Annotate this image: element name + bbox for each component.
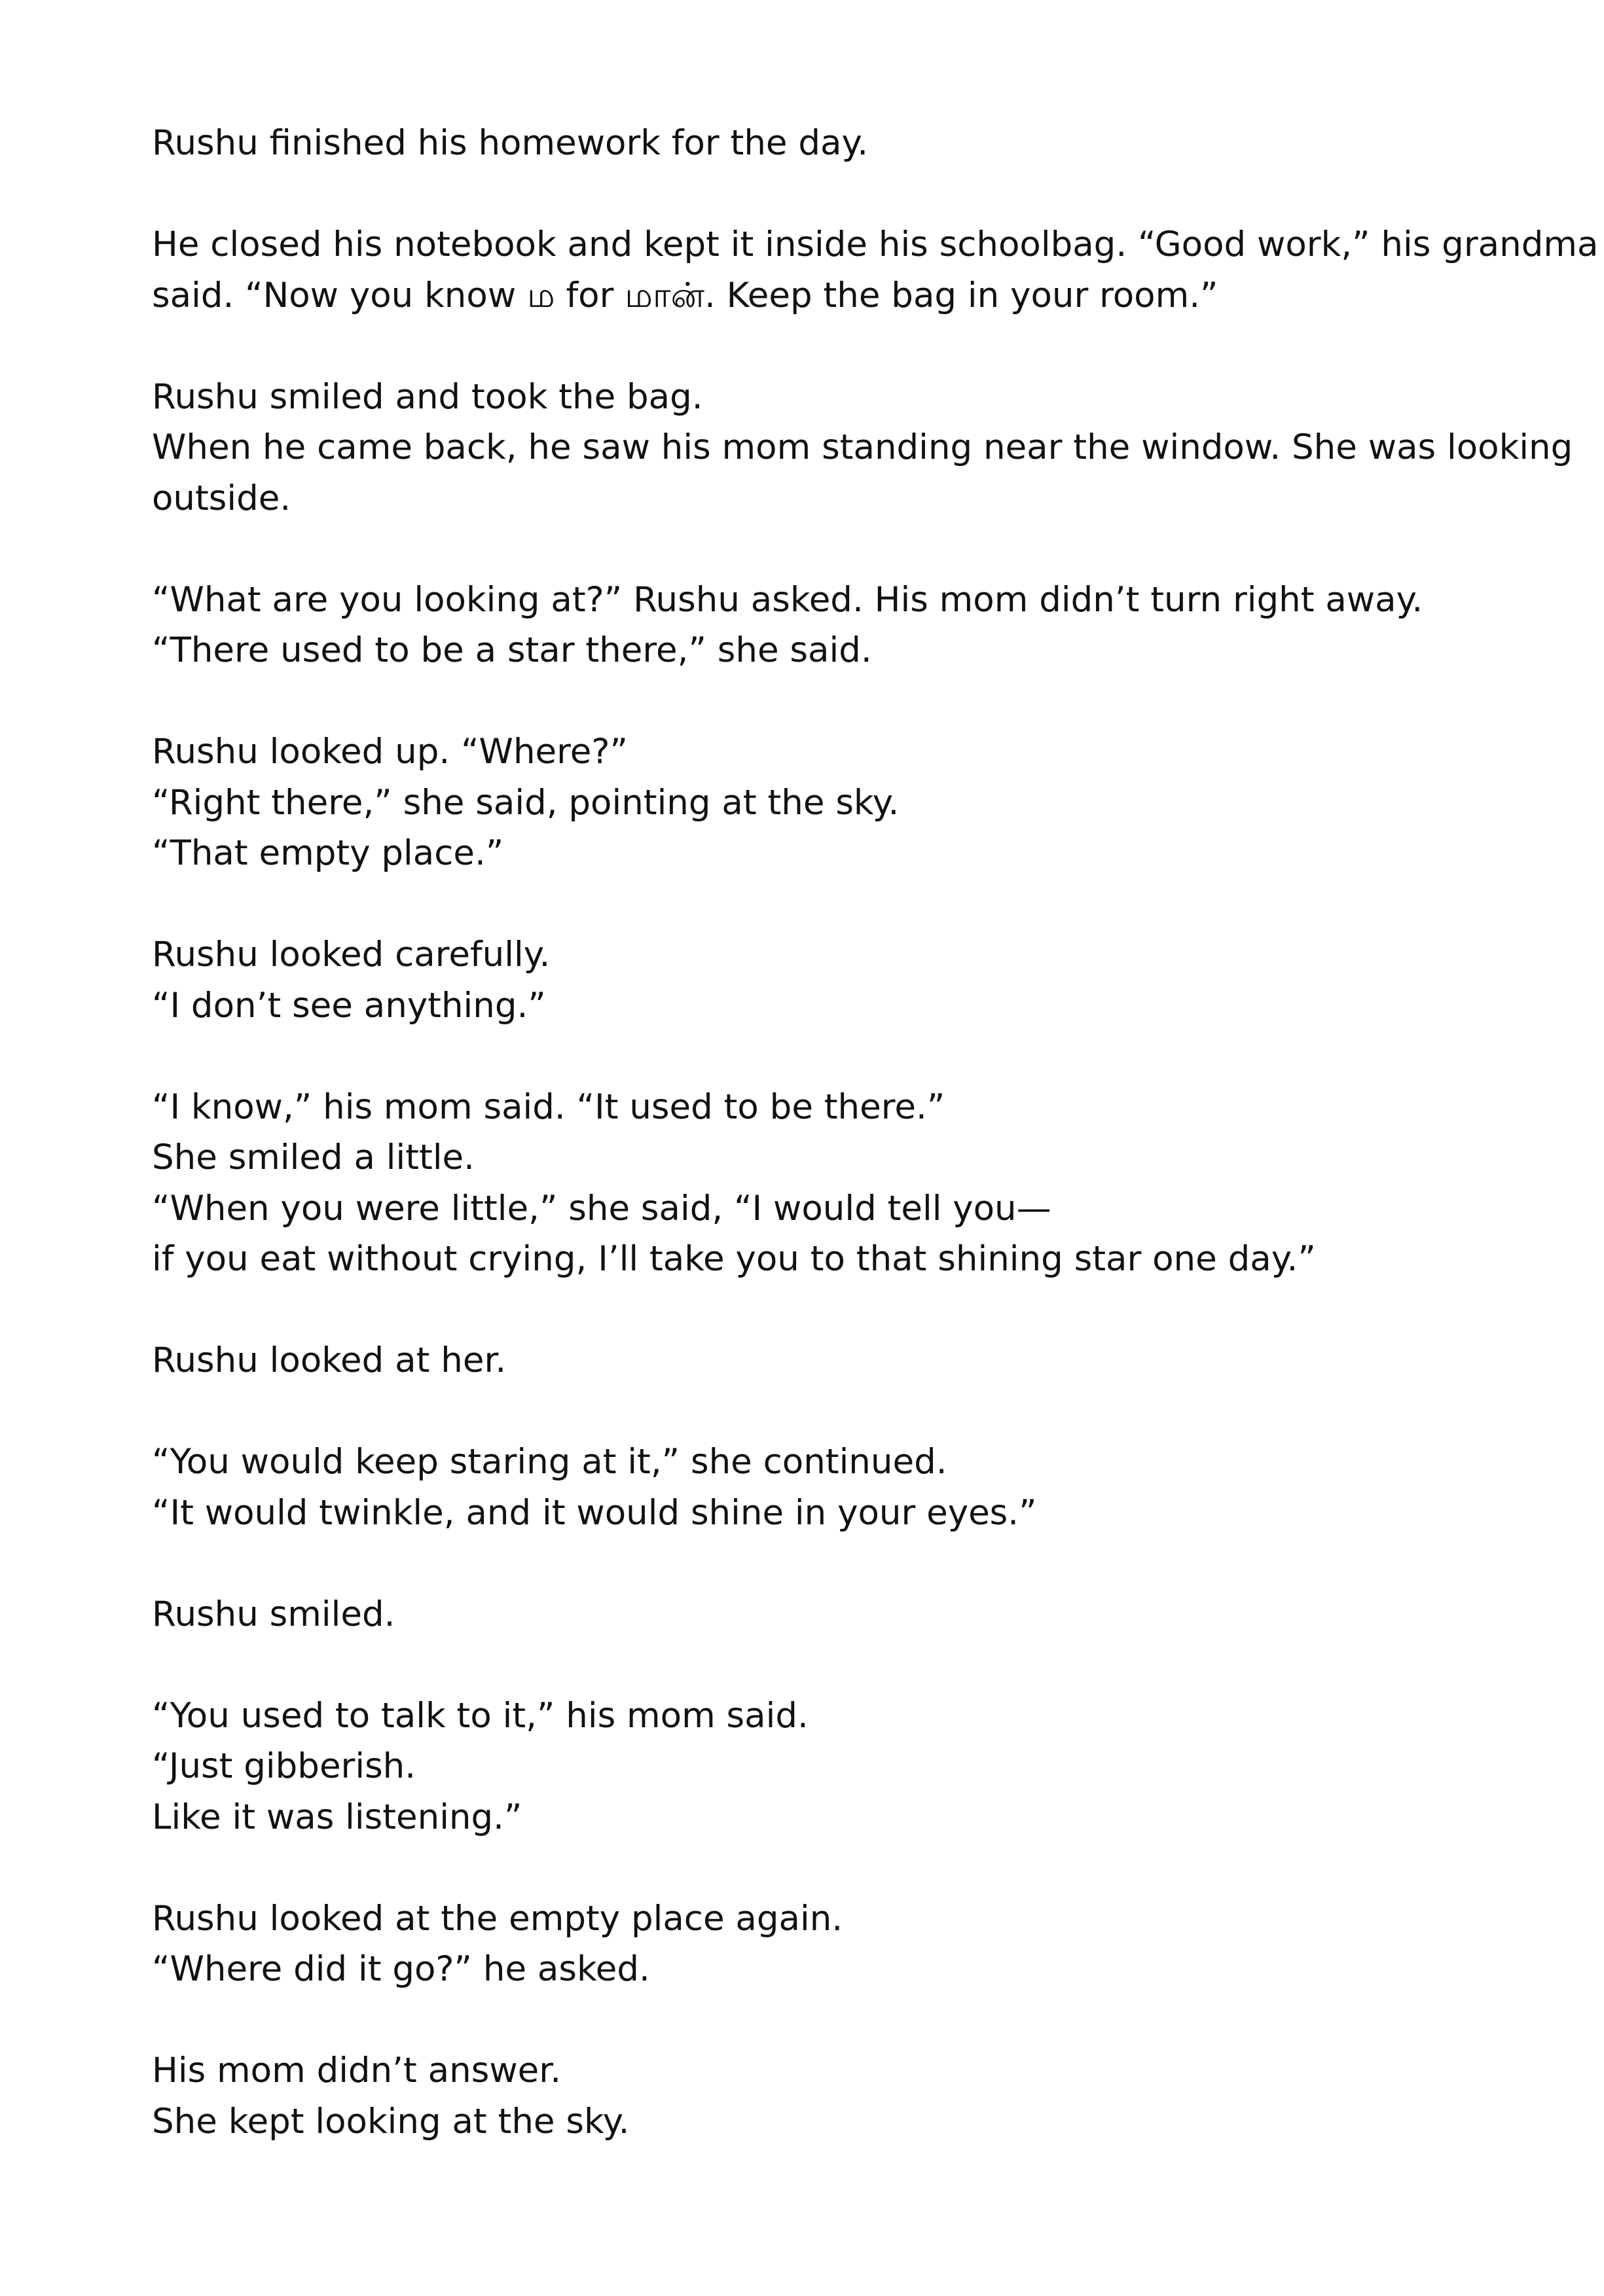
text-line: Rushu finished his homework for the day. [152,123,869,163]
text-line: Rushu looked up. “Where?” [152,732,628,772]
text-line: Rushu smiled and took the bag. [152,376,703,417]
text-line: “Right there,” she said, pointing at the sky. [152,782,900,823]
text-line: When he came back, he saw his mom standing near the window. She was looking [152,427,1573,467]
text-line: “When you were little,” she said, “I would tell you— [152,1188,1051,1229]
text-line: Rushu looked at the empty place again. [152,1898,843,1939]
paragraph-8 [152,1335,1520,1386]
paragraph-4 [152,575,1520,676]
text-line: outside. [152,478,291,518]
text-line: “Just gibberish. [152,1746,416,1786]
text-line: “That empty place.” [152,833,504,873]
text-line: “I know,” his mom said. “It used to be there.” [152,1086,945,1127]
text-line: Rushu smiled. [152,1594,395,1634]
text-line: “You used to talk to it,” his mom said. [152,1695,809,1736]
paragraph-6 [152,929,1520,1031]
text-line: “There used to be a star there,” she said. [152,630,872,670]
text-line: “What are you looking at?” Rushu asked. His mom didn’t turn right away. [152,579,1423,620]
text-line: Rushu looked at her. [152,1340,507,1380]
text-line: Like it was listening.” [152,1797,522,1837]
paragraph-9 [152,1437,1520,1538]
text-line: “It would twinkle, and it would shine in your eyes.” [152,1492,1037,1533]
paragraph-1 [152,118,1520,169]
text-line: He closed his notebook and kept it inside his schoolbag. “Good work,” his grandma [152,224,1599,264]
text-line: said. “Now you know ம for மான். Keep the bag in your room.” [152,275,1218,315]
paragraph-2 [152,219,1599,321]
text-line: His mom didn’t answer. [152,2051,562,2090]
text-line: “I don’t see anything.” [152,985,546,1026]
document-page [152,118,1599,2198]
paragraph-13 [152,2045,1520,2147]
text-line: Rushu looked carefully. [152,935,551,975]
text-line: “You would keep staring at it,” she continued. [152,1442,947,1482]
paragraph-10 [152,1589,1520,1640]
paragraph-7 [152,1082,1520,1285]
paragraph-12 [152,1893,1520,1995]
text-line: if you eat without crying, I’ll take you to that shining star one day.” [152,1239,1316,1279]
paragraph-5 [152,726,1520,879]
paragraph-3 [152,372,1573,524]
text-line: “Where did it go?” he asked. [152,1949,650,1989]
text-line: She kept looking at the sky. [152,2101,630,2142]
paragraph-11 [152,1691,1520,1843]
text-line: She smiled a little. [152,1138,475,1177]
